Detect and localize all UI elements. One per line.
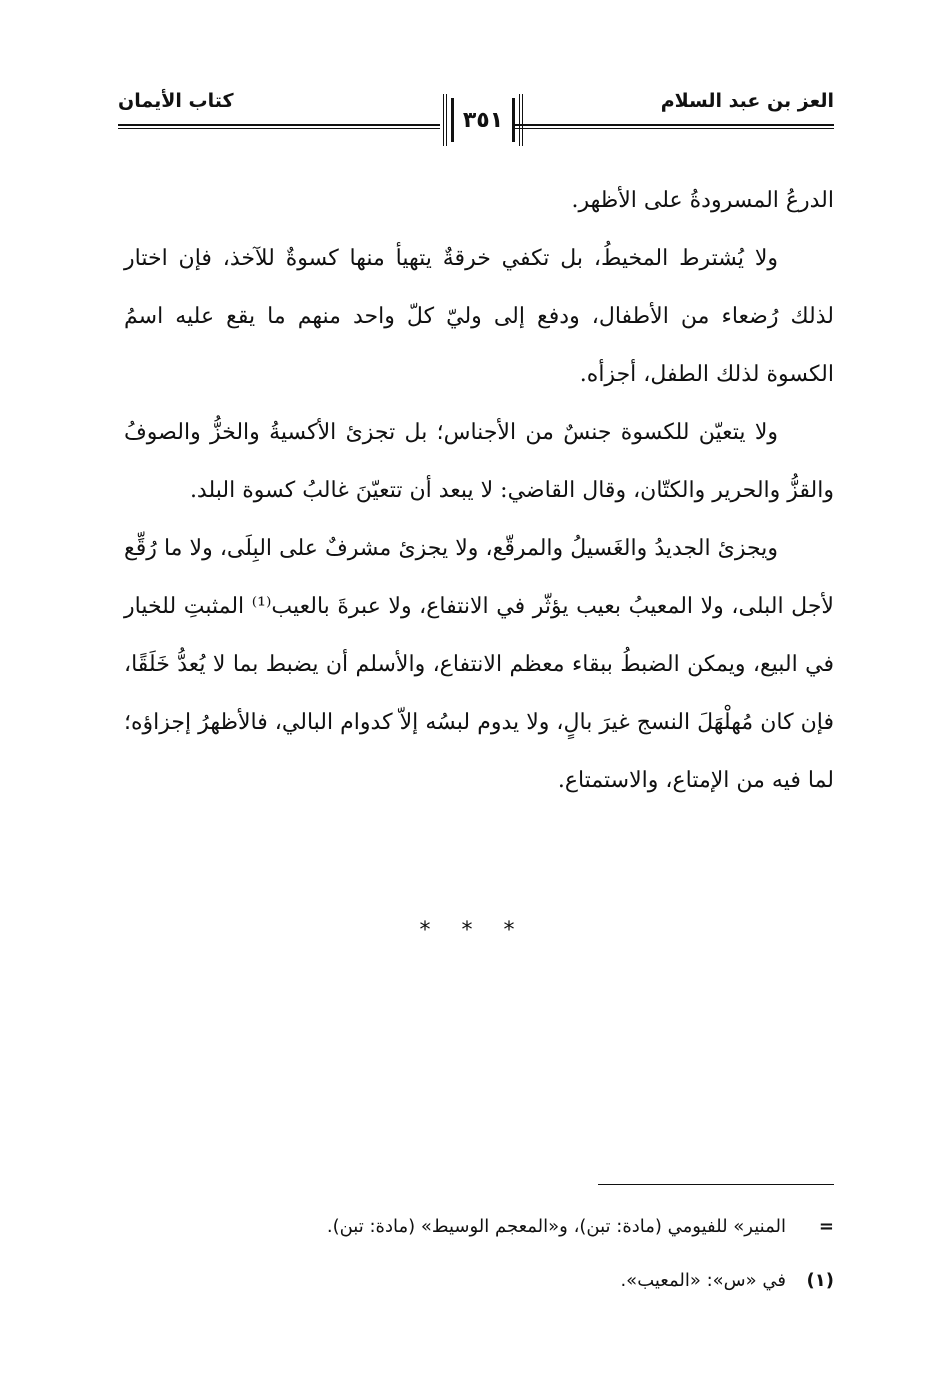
header-rule-left-thin	[118, 128, 440, 129]
footnotes	[120, 1200, 834, 1308]
page-number: ٣٥١	[462, 108, 504, 133]
header-rule-right	[512, 124, 834, 126]
header-rule-right-thin	[512, 128, 834, 129]
paragraph-3: ولا يتعيّن للكسوة جنسٌ من الأجناس؛ بل تجزئ الأكسيةُ والخزُّ والصوفُ والقزُّ والحرير والكتّان، وقال القاضي: لا يبعد أن تتعيّنَ غالبُ كسوة البلد.	[124, 420, 834, 503]
running-header	[118, 86, 834, 156]
paragraph-2: ولا يُشترط المخيطُ، بل تكفي خرقةٌ يتهيأ منها كسوةٌ للآخذ، فإن اختار لذلك رُضعاء من الأطفال، ودفع إلى وليّ كلّ واحد منهم ما يقع عليه اسمُ الكسوة لذلك الطفل، أجزأه.	[124, 246, 834, 387]
footnote-marker: (١)	[806, 1270, 834, 1291]
footnote-rule	[598, 1184, 834, 1185]
footnote-continued	[120, 1200, 834, 1254]
footnote-text: المنير» للفيومي (مادة: تبن)، و«المعجم الوسيط» (مادة: تبن).	[326, 1216, 786, 1237]
chapter-title: كتاب الأيمان	[118, 90, 234, 112]
author-title: العز بن عبد السلام	[660, 90, 834, 112]
paragraph-1: الدرعُ المسرودةُ على الأظهر.	[571, 188, 834, 213]
footnote-1	[120, 1254, 834, 1308]
paragraph-4: ويجزئ الجديدُ والغَسيلُ والمرقّع، ولا يجزئ مشرفٌ على البِلَى، ولا ما رُقِّع لأجل البلى، ولا المعيبُ بعيب يؤثّر في الانتفاع، ولا عبرةَ بالعيب⁽¹⁾ المثبتِ للخيار في البيع، ويمكن الضبطُ ببقاء معظم الانتفاع، والأسلم أن يضبط بما لا يُعدُّ خَلَقًا، فإن كان مُهلْهَلَ النسج غيرَ بالٍ، ولا يدوم لبسُه إلاّ كدوام البالي، فالأظهرُ إجزاؤه؛ لما فيه من الإمتاع، والاستمتاع.	[124, 536, 834, 793]
page-number-frame	[443, 94, 523, 146]
header-rule-left	[118, 124, 440, 126]
footnote-text: في «س»: «المعيب».	[620, 1270, 786, 1291]
section-separator: * * *	[419, 918, 527, 943]
main-text	[124, 172, 834, 810]
footnote-marker: =	[818, 1216, 834, 1237]
